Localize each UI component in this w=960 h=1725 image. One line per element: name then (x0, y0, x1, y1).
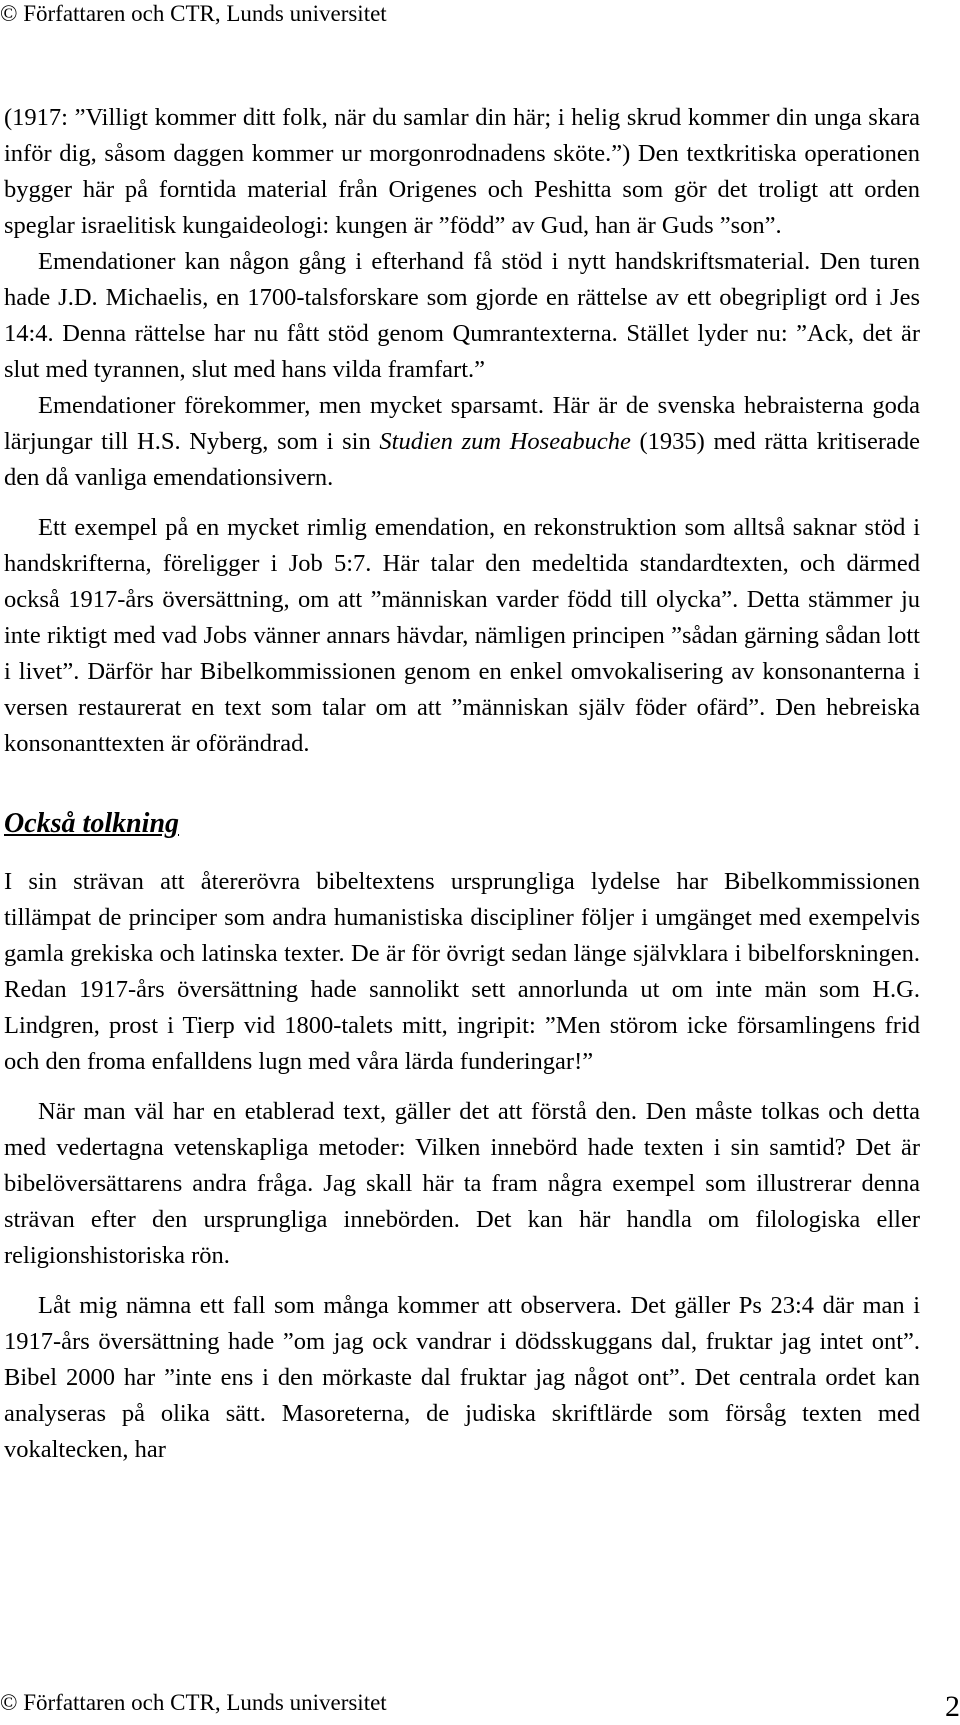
page-body (4, 100, 920, 1468)
paragraph-text: Emendationer förekommer, men mycket sparsamt. Här är de svenska hebraisterna goda lärjungar till H.S. Nyberg, som i sin (4, 392, 920, 455)
book-title: Studien zum Hoseabuche (379, 428, 631, 455)
body-paragraph: När man väl har en etablerad text, gäller det att förstå den. Den måste tolkas och detta med vedertagna vetenskapliga metoder: Vilken innebörd hade texten i sin samtid? Det är bibelöversättarens andra fråga. Jag skall här ta fram några exempel som illustrerar denna strävan efter den ursprungliga innebörden. Det kan här handla om filologiska eller religionshistoriska rön. (4, 1098, 920, 1269)
section-heading: Också tolkning (4, 808, 180, 839)
body-paragraph: (1917: ”Villigt kommer ditt folk, när du samlar din här; i helig skrud kommer din unga skara inför dig, såsom daggen kommer ur morgonrodnadens sköte.”) Den textkritiska operationen bygger här på forntida material från Origenes och Peshitta som gör det troligt att orden speglar israelitisk kungaideologi: kungen är ”född” av Gud, han är Guds ”son”. (4, 104, 920, 239)
paragraph-text: (1935) med rätta kritiserade den då vanliga emendationsivern. (4, 428, 920, 491)
body-paragraph: I sin strävan att återerövra bibeltextens ursprungliga lydelse har Bibelkommissionen tillämpat de principer som andra humanistiska discipliner följer i umgänget med exempelvis gamla grekiska och latinska texter. De är för övrigt sedan länge självklara i bibelforskningen. Redan 1917-års översättning hade sannolikt sett annorlunda ut om inte män som H.G. Lindgren, prost i Tierp vid 1800-talets mitt, ingripit: ”Men störom icke församlingens frid och den froma enfalldens lugn med våra lärda funderingar!” (4, 868, 920, 1075)
page-footer: © Författaren och CTR, Lunds universitet (0, 1690, 387, 1715)
body-paragraph: Ett exempel på en mycket rimlig emendation, en rekonstruktion som alltså saknar stöd i handskrifterna, föreligger i Job 5:7. Här talar den medeltida standardtexten, och därmed också 1917-års översättning, om att ”människan varder född till olycka”. Detta stämmer ju inte riktigt med vad Jobs vänner annars hävdar, nämligen principen ”sådan gärning sådan lott i livet”. Därför har Bibelkommissionen genom en enkel omvokalisering av konsonanterna i versen restaurerat en text som talar om att ”människan själv föder ofärd”. Den hebreiska konsonanttexten är oförändrad. (4, 514, 920, 757)
body-paragraph: Låt mig nämna ett fall som många kommer att observera. Det gäller Ps 23:4 där man i 1917-års översättning hade ”om jag ock vandrar i dödsskuggans dal, fruktar jag intet ont”. Bibel 2000 har ”inte ens i den mörkaste dal fruktar jag något ont”. Det centrala ordet kan analyseras på olika sätt. Masoreterna, de judiska skriftlärde som försåg texten med vokaltecken, har (4, 1292, 920, 1463)
page-header: © Författaren och CTR, Lunds universitet (0, 1, 387, 26)
body-paragraph: Emendationer kan någon gång i efterhand få stöd i nytt handskriftsmaterial. Den turen hade J.D. Michaelis, en 1700-talsforskare som gjorde en rättelse av ett obegripligt ord i Jes 14:4. Denna rättelse har nu fått stöd genom Qumrantexterna. Stället lyder nu: ”Ack, det är slut med tyrannen, slut med hans vilda framfart.” (4, 248, 920, 383)
page-number: 2 (945, 1690, 960, 1723)
body-paragraph (4, 388, 920, 496)
